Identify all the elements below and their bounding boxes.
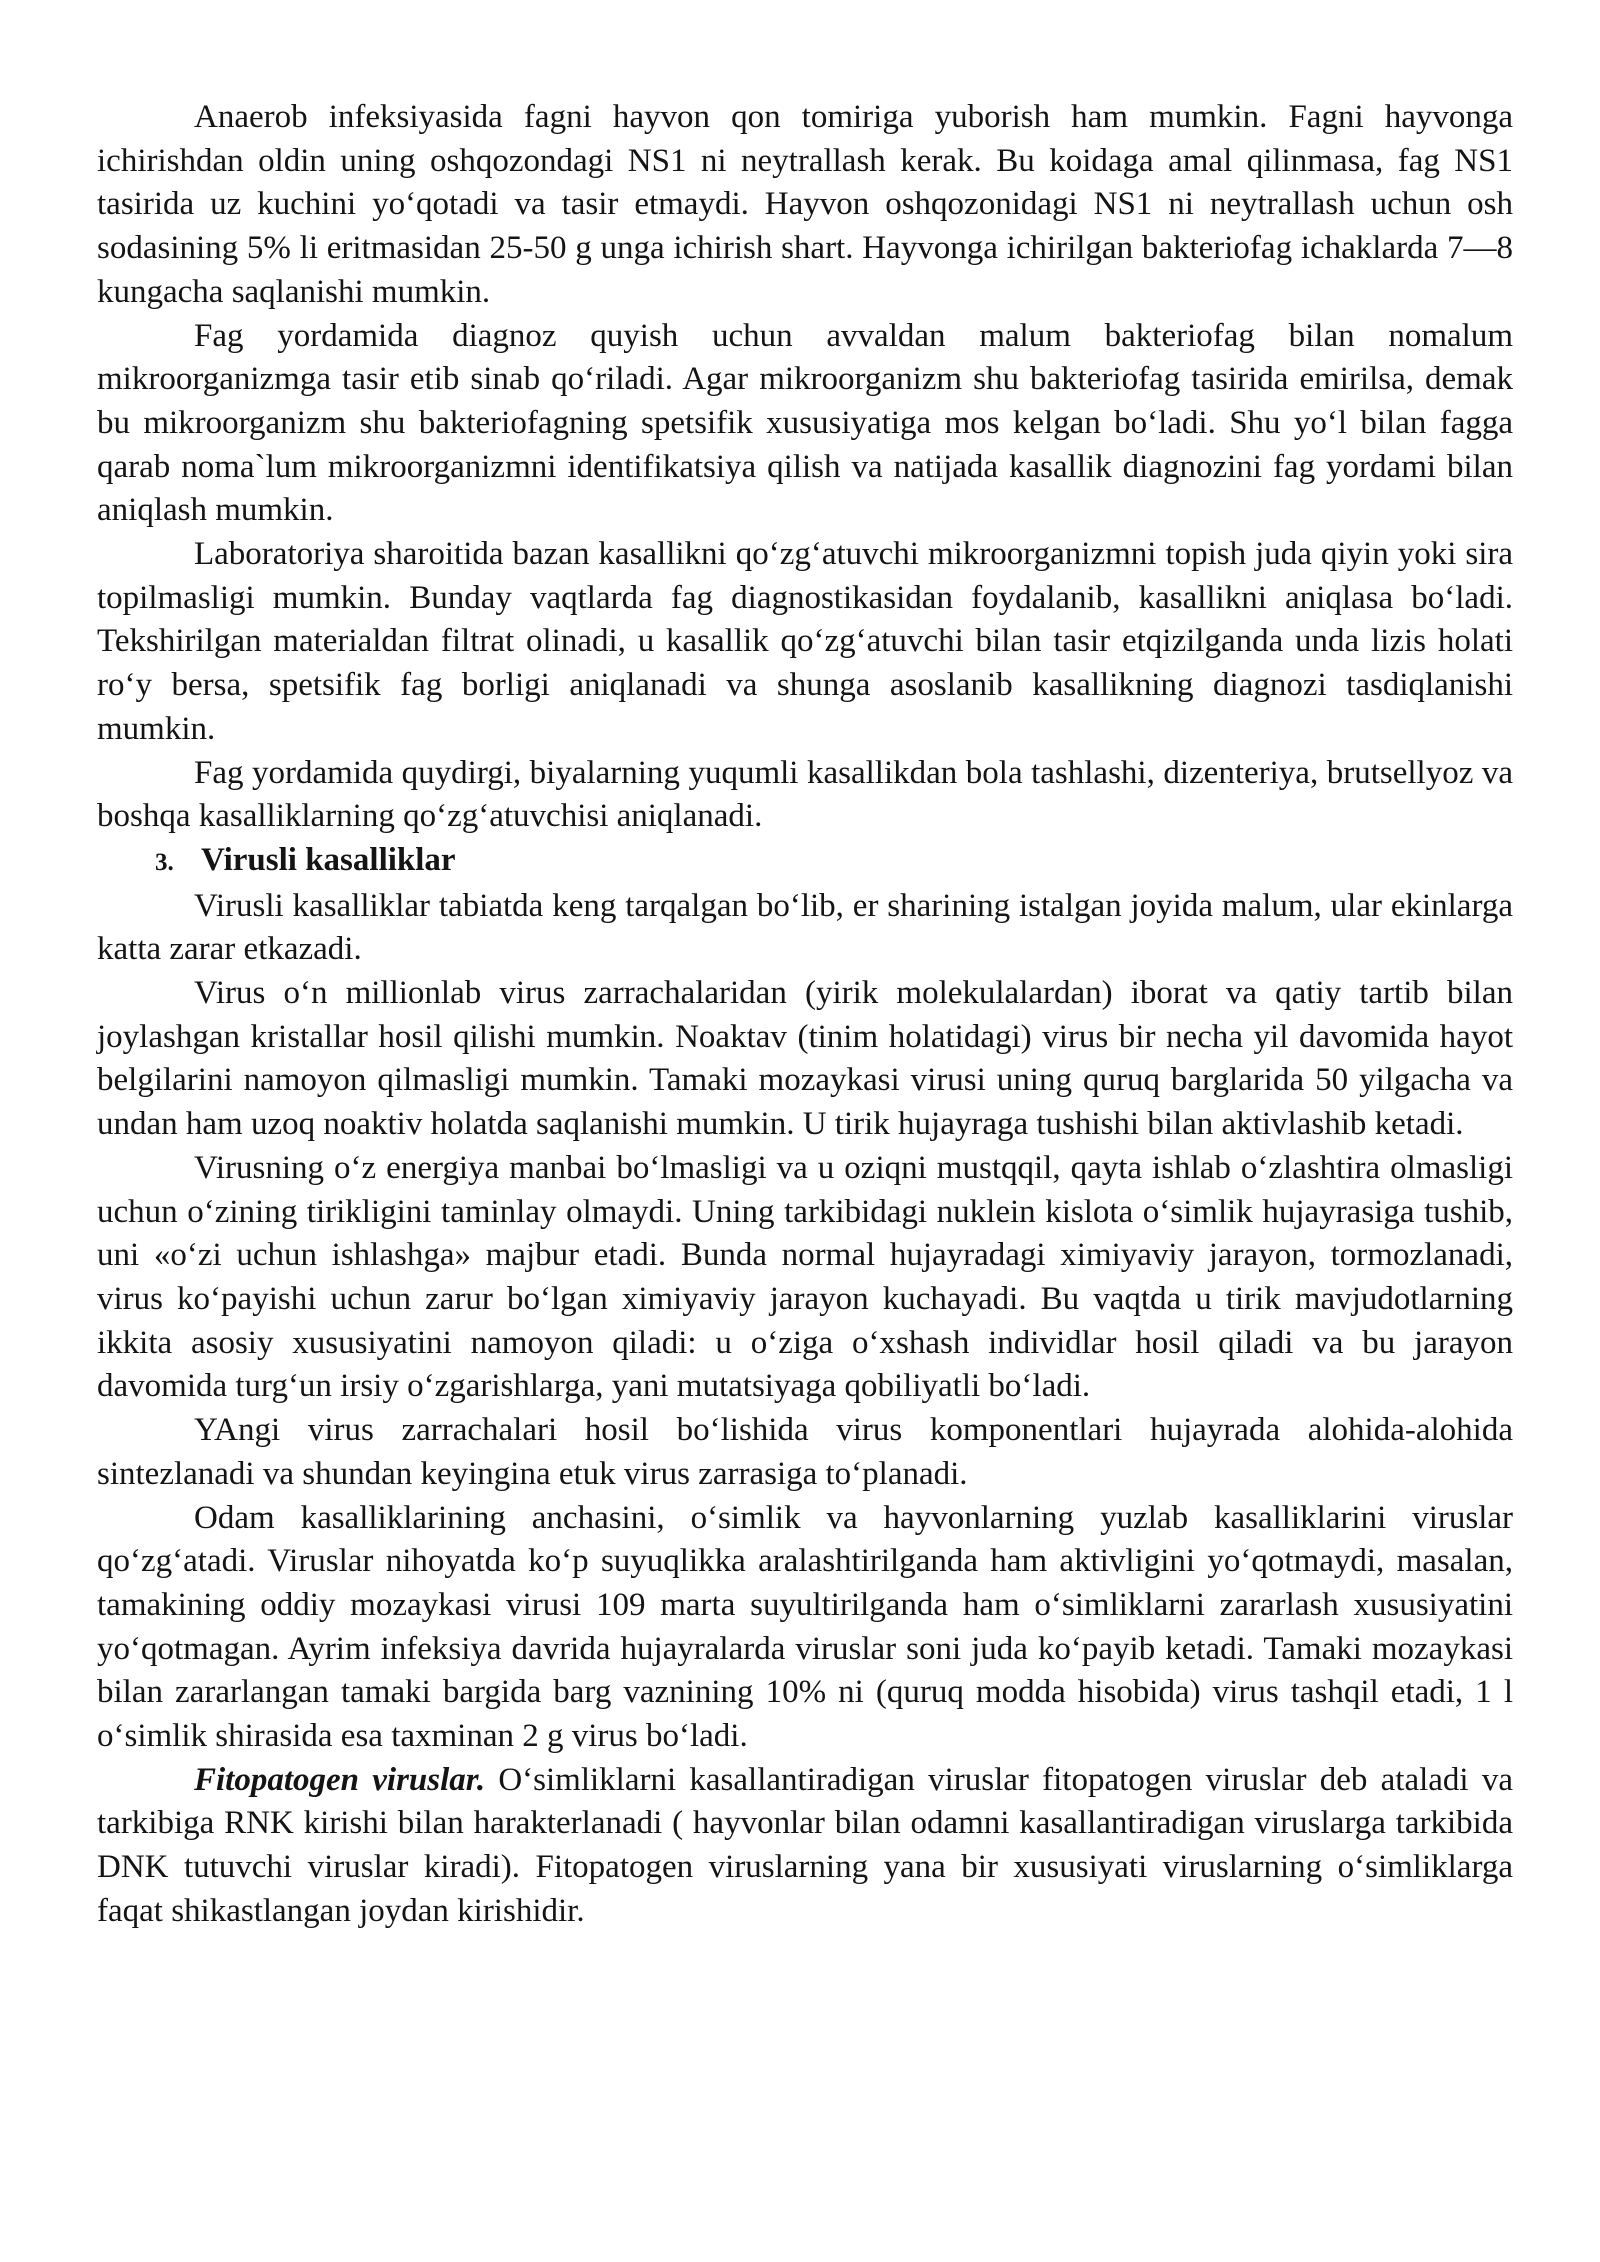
paragraph-virus-energiya: Virusning o‘z energiya manbai bo‘lmasligi va u oziqni mustqqil, qayta ishlab o‘zlashtira olmasligi uchun o‘zining tirikligini taminlay olmaydi. Uning tarkibidagi nuklein kislota o‘simlik hujayrasiga tushib, uni «o‘zi uchun ishlashga» majbur etadi. Bunda normal hujayradagi ximiyaviy jarayon, tormozlanadi, virus ko‘payishi uchun zarur bo‘lgan ximiyaviy jarayon kuchayadi. Bu vaqtda u tirik mavjudotlarning ikkita asosiy xususiyatini namoyon qiladi: u o‘ziga o‘xshash individlar hosil qiladi va bu jarayon davomida turg‘un irsiy o‘zgarishlarga, yani mutatsiyaga qobiliyatli bo‘ladi. [97, 1149, 1513, 1405]
paragraph-anaerob: Anaerob infeksiyasida fagni hayvon qon tomiriga yuborish ham mumkin. Fagni hayvonga ichirishdan oldin uning oshqozondagi NS1 ni neytrallash kerak. Bu koidaga amal qilinmasa, fag NS1 tasirida uz kuchini yo‘qotadi va tasir etmaydi. Hayvon oshqozonidagi NS1 ni neytrallash uchun osh sodasining 5% li eritmasidan 25-50 g unga ichirish shart. Hayvonga ichirilgan bakteriofag ichaklarda 7—8 kungacha saqlanishi mumkin. [97, 99, 1513, 310]
paragraph-fitopatogen [97, 1759, 1513, 1934]
paragraph-yangi-virus: YAngi virus zarrachalari hosil bo‘lishida virus komponentlari hujayrada alohida-alohida sintezlanadi va shundan keyingina etuk virus zarrasiga to‘planadi. [97, 1412, 1513, 1492]
paragraph-fag-diagnoz: Fag yordamida diagnoz quyish uchun avvaldan malum bakteriofag bilan nomalum mikroorganizmga tasir etib sinab qo‘riladi. Agar mikroorganizm shu bakteriofag tasirida emirilsa, demak bu mikroorganizm shu bakteriofagning spetsifik xususiyatiga mos kelgan bo‘ladi. Shu yo‘l bilan fagga qarab noma`lum mikroorganizmni identifikatsiya qilish va natijada kasallik diagnozini fag yordami bilan aniqlash mumkin. [97, 317, 1513, 529]
paragraph-virusli-intro: Virusli kasalliklar tabiatda keng tarqalgan bo‘lib, er sharining istalgan joyida malum, ular ekinlarga katta zarar etkazadi. [97, 887, 1513, 968]
paragraph-laboratoriya: Laboratoriya sharoitida bazan kasallikni qo‘zg‘atuvchi mikroorganizmni topish juda qiyin yoki sira topilmasligi mumkin. Bunday vaqtlarda fag diagnostikasidan foydalanib, kasallikni aniqlasa bo‘ladi. Tekshirilgan materialdan filtrat olinadi, u kasallik qo‘zg‘atuvchi bilan tasir etqizilganda unda lizis holati ro‘y bersa, spetsifik fag borligi aniqlanadi va shunga asoslanib kasallikning diagnozi tasdiqlanishi mumkin. [97, 536, 1513, 747]
paragraph-virus-kristall: Virus o‘n millionlab virus zarrachalaridan (yirik molekulalardan) iborat va qatiy tartib bilan joylashgan kristallar hosil qilishi mumkin. Noaktav (tinim holatidagi) virus bir necha yil davomida hayot belgilarini namoyon qilmasligi mumkin. Tamaki mozaykasi virusi uning quruq barglarida 50 yilgacha va undan ham uzoq noaktiv holatda saqlanishi mumkin. U tirik hujayraga tushishi bilan aktivlashib ketadi. [97, 975, 1513, 1143]
fitopatogen-text: O‘simliklarni kasallantiradigan viruslar fitopatogen viruslar deb ataladi va tarkibiga RNK kirishi bilan harakterlanadi ( hayvonlar bilan odamni kasallantiradigan viruslarga tarkibida DNK tutuvchi viruslar kiradi). Fitopatogen viruslarning yana bir xususiyati viruslarning o‘simliklarga faqat shikastlangan joydan kirishidir. [97, 1761, 1514, 1929]
paragraph-fag-quydirgi: Fag yordamida quydirgi, biyalarning yuqumli kasallikdan bola tashlashi, dizenteriya, brutsellyoz va boshqa kasalliklarning qo‘zg‘atuvchisi aniqlanadi. [97, 754, 1513, 835]
fitopatogen-subheading: Fitopatogen viruslar. [194, 1761, 486, 1798]
section-heading [97, 839, 1513, 885]
section-number: 3. [155, 848, 174, 876]
document-page [97, 96, 1513, 1934]
section-title: Virusli kasalliklar [201, 841, 456, 878]
paragraph-odam-kasalliklari: Odam kasalliklarining anchasini, o‘simlik va hayvonlarning yuzlab kasalliklarini viruslar qo‘zg‘atadi. Viruslar nihoyatda ko‘p suyuqlikka aralashtirilganda ham aktivligini yo‘qotmaydi, masalan, tamakining oddiy mozaykasi virusi 109 marta suyultirilganda ham o‘simliklarni zararlash xususiyatini yo‘qotmagan. Ayrim infeksiya davrida hujayralarda viruslar soni juda ko‘payib ketadi. Tamaki mozaykasi bilan zararlangan tamaki bargida barg vaznining 10% ni (quruq modda hisobida) virus tashqil etadi, 1 l o‘simlik shirasida esa taxminan 2 g virus bo‘ladi. [97, 1499, 1513, 1755]
